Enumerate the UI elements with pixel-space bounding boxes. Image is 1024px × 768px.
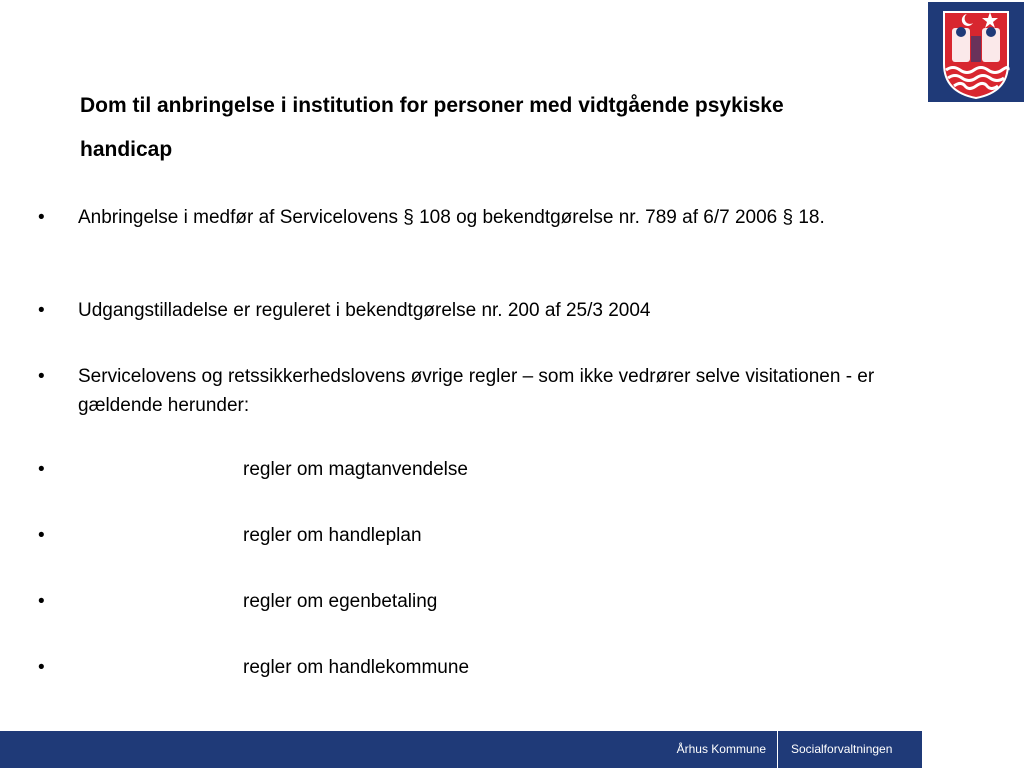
- bullet-marker: •: [38, 459, 45, 480]
- bullet-text: regler om handleplan: [243, 525, 422, 546]
- bullet-text: regler om handlekommune: [243, 657, 470, 678]
- bullet-text: regler om egenbetaling: [243, 591, 438, 612]
- bullet-marker: •: [38, 657, 45, 678]
- bullet-marker: •: [38, 300, 45, 321]
- bullet-text: Anbringelse i medfør af Servicelovens § 108 og bekendtgørelse nr. 789 af 6/7 2006 § 18.: [78, 207, 825, 228]
- footer-bar: [0, 731, 922, 768]
- footer-municipality: Århus Kommune: [676, 742, 766, 756]
- slide-title: Dom til anbringelse i institution for personer med vidtgående psykiske handicap: [80, 94, 784, 161]
- footer-divider: [777, 731, 778, 768]
- bullet-text: regler om magtanvendelse: [243, 459, 468, 480]
- bullet-text: Udgangstilladelse er reguleret i bekendtgørelse nr. 200 af 25/3 2004: [78, 300, 651, 321]
- bullet-marker: •: [38, 366, 45, 387]
- bullet-marker: •: [38, 207, 45, 228]
- bullet-marker: •: [38, 591, 45, 612]
- bullet-marker: •: [38, 525, 45, 546]
- footer-department: Socialforvaltningen: [791, 742, 893, 756]
- bullet-text: Servicelovens og retssikkerhedslovens øvrige regler – som ikke vedrører selve visitationen - er gældende herunder:: [78, 366, 875, 416]
